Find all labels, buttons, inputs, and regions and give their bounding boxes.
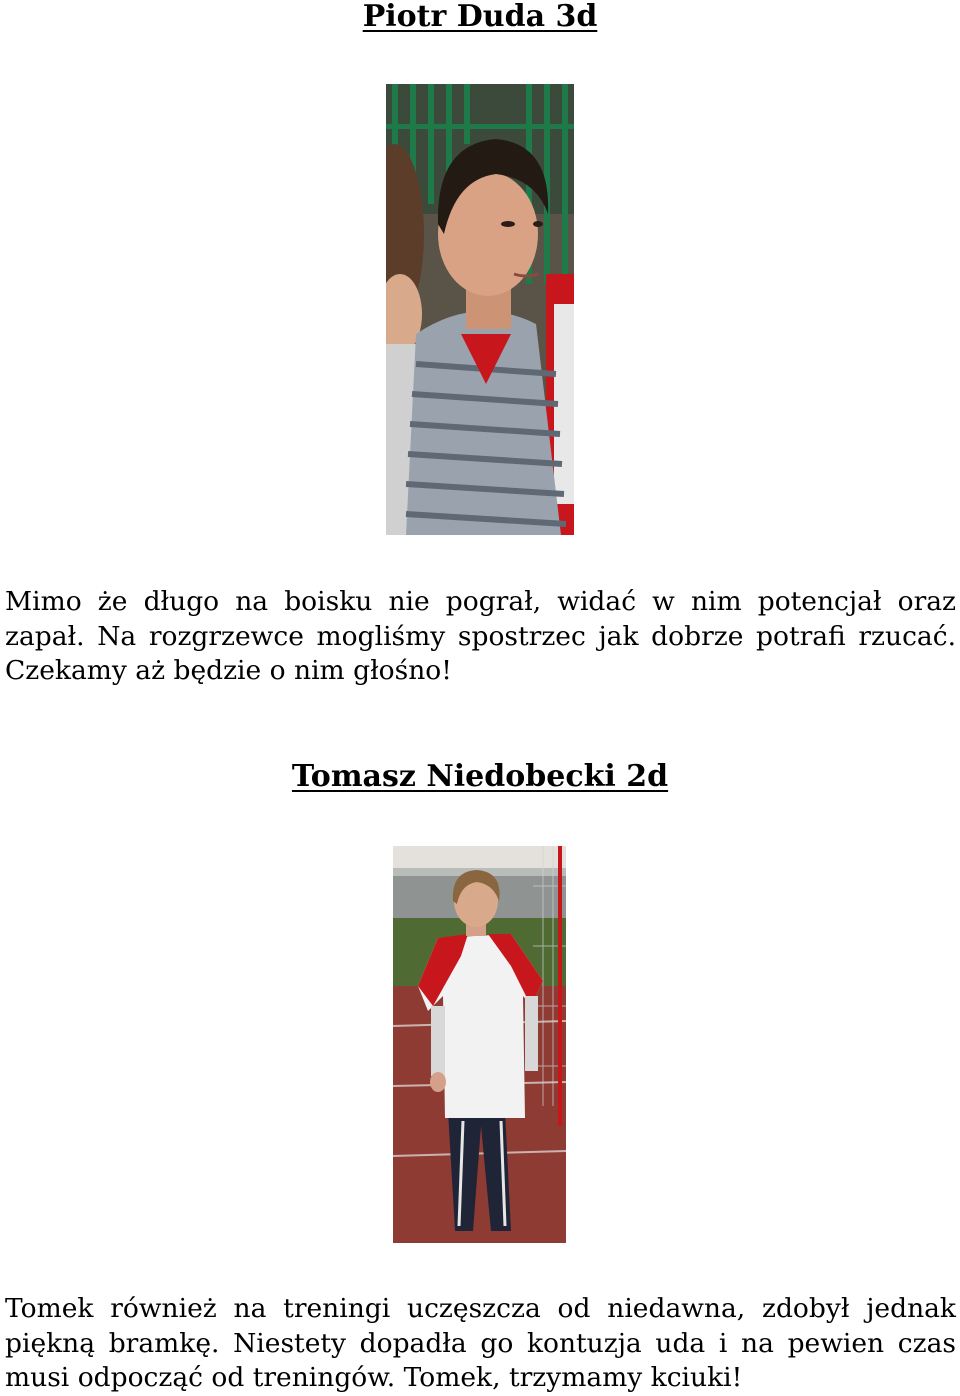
player-1-title-text: Piotr Duda 3d [362,0,598,34]
player-2-title-text: Tomasz Niedobecki 2d [291,759,669,794]
player-1-photo [386,84,574,535]
player-1-description: Mimo że długo na boisku nie pograł, widać w nim potencjał oraz zapał. Na rozgrzewce mogliśmy spostrzec jak dobrze potrafi rzucać. Czekamy aż będzie o nim głośno! [5,586,956,686]
player-portrait-photo-icon [386,84,574,535]
player-2-photo [393,846,566,1243]
player-1-title [0,0,960,34]
player-2-title [0,760,960,794]
player-full-body-photo-icon [393,846,566,1243]
player-2-description: Tomek również na treningi uczęszcza od niedawna, zdobył jednak piękną bramkę. Niestety dopadła go kontuzja uda i na pewien czas musi odpocząć od treningów. Tomek, trzymamy kciuki! [5,1293,956,1393]
